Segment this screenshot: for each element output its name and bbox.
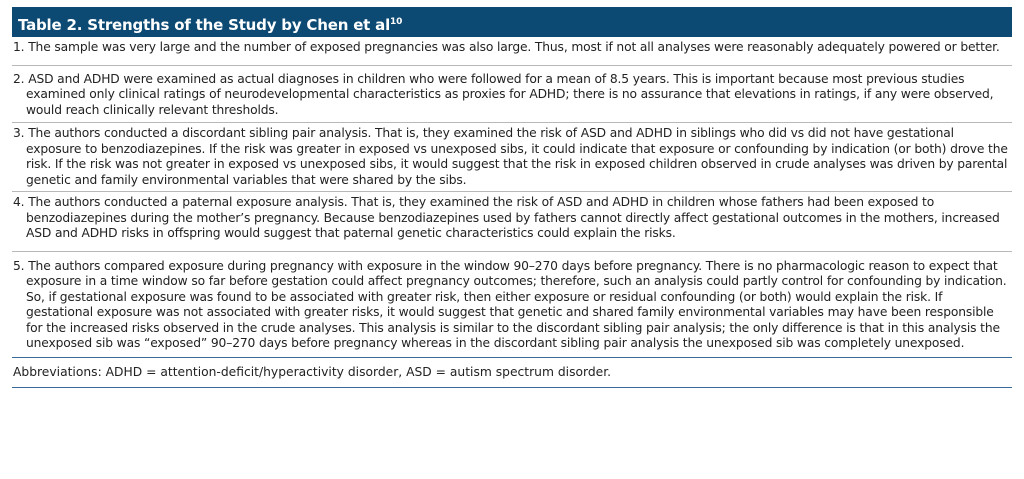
table-row: 4. The authors conducted a paternal exposure analysis. That is, they examined the risk of ASD and ADHD in children whose fathers had been exposed to benzodiazepines during the mother’s pregnancy. Because benzodiazepines used by fathers cannot directly affect gestational outcomes in the mothers, increased ASD and ADHD risks in offspring would suggest that paternal genetic characteristics could explain the risks.: [12, 192, 1012, 252]
table-title: [12, 7, 1012, 37]
title-reference: 10: [390, 17, 403, 27]
table-title-text: Table 2. Strengths of the Study by Chen et al: [18, 16, 391, 34]
strengths-table: [12, 7, 1012, 388]
table-row: 5. The authors compared exposure during pregnancy with exposure in the window 90–270 days before pregnancy. There is no pharmacologic reason to expect that exposure in a time window so far before gestation could affect pregnancy outcomes; therefore, such an analysis could partly control for confounding by indication. So, if gestational exposure was found to be associated with greater risk, then either exposure or residual confounding (or both) would explain the risk. If gestational exposure was not associated with greater risks, it would suggest that genetic and shared family environmental variables may have been responsible for the increased risks observed in the crude analyses. This analysis is similar to the discordant sibling pair analysis; the only difference is that in this analysis the unexposed sib was “exposed” 90–270 days before pregnancy whereas in the discordant sibling pair analysis the unexposed sib was completely unexposed.: [12, 252, 1012, 358]
table-row: 2. ASD and ADHD were examined as actual diagnoses in children who were followed for a mean of 8.5 years. This is important because most previous studies examined only clinical ratings of neurodevelopmental characteristics as proxies for ADHD; there is no assurance that elevations in ratings, if any were observed, would reach clinically relevant thresholds.: [12, 66, 1012, 124]
table-footnote: Abbreviations: ADHD = attention-deficit/hyperactivity disorder, ASD = autism spectrum disorder.: [12, 358, 1012, 389]
table-row: 3. The authors conducted a discordant sibling pair analysis. That is, they examined the risk of ASD and ADHD in siblings who did vs did not have gestational exposure to benzodiazepines. If the risk was greater in exposed vs unexposed sibs, it could indicate that exposure or confounding by indication (or both) drove the risk. If the risk was not greater in exposed vs unexposed sibs, it would suggest that the risk in exposed children observed in crude analyses was driven by parental genetic and family environmental variables that were shared by the sibs.: [12, 123, 1012, 192]
table-row: 1. The sample was very large and the number of exposed pregnancies was also large. Thus, most if not all analyses were reasonably adequately powered or better.: [12, 37, 1012, 66]
